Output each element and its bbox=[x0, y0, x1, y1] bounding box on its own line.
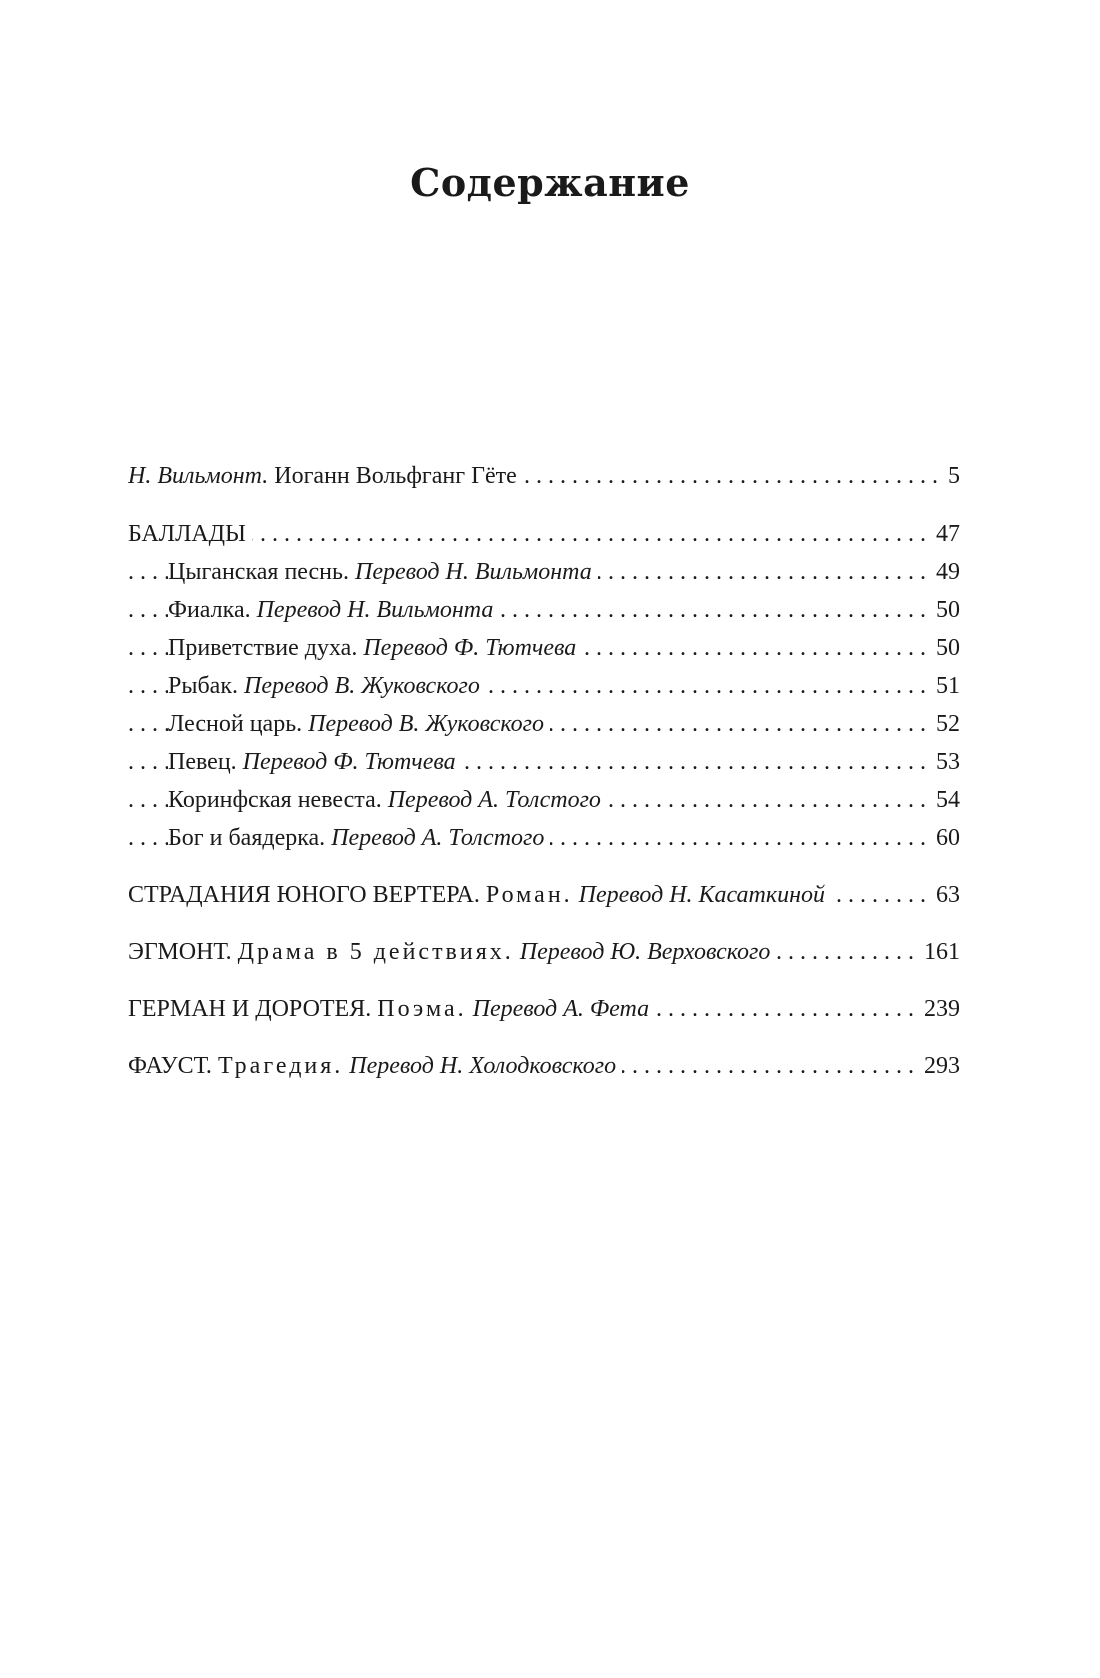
toc-entry-page: 60 bbox=[930, 819, 960, 857]
toc-entry-title bbox=[168, 787, 607, 813]
toc-entry-text: Фиалка. bbox=[168, 597, 257, 623]
toc-entry-title bbox=[168, 825, 550, 851]
toc-entry-ballad[interactable] bbox=[128, 667, 960, 705]
toc-entry-page: 51 bbox=[930, 667, 960, 705]
toc-entry-translator: Перевод А. Толстого bbox=[331, 825, 545, 851]
toc-entry-title bbox=[128, 882, 831, 908]
toc-entry-title bbox=[168, 673, 486, 699]
toc-entry-page: 239 bbox=[918, 990, 960, 1028]
toc-entry-translator: Перевод Н. Холодковского bbox=[343, 1053, 617, 1079]
toc-entry-title bbox=[168, 559, 598, 585]
toc-entry-text: ЭГМОНТ. bbox=[128, 939, 238, 965]
toc-entry-title bbox=[168, 635, 582, 661]
toc-entry-page: 293 bbox=[918, 1047, 960, 1085]
toc-entry-text: Коринфская невеста. bbox=[168, 787, 388, 813]
toc-entry-ballad[interactable] bbox=[128, 629, 960, 667]
toc-entry-page: 54 bbox=[930, 781, 960, 819]
toc-entry-ballads[interactable] bbox=[128, 515, 960, 553]
toc-entry-translator: Перевод В. Жуковского bbox=[244, 673, 480, 699]
toc-entry-ballad[interactable] bbox=[128, 781, 960, 819]
toc-entry-translator: Перевод Н. Касаткиной bbox=[572, 882, 825, 908]
toc-entry-title bbox=[128, 939, 776, 965]
toc-entry-text: Иоганн Вольфганг Гёте bbox=[268, 463, 517, 489]
toc-entry-page: 50 bbox=[930, 591, 960, 629]
toc-entry-title bbox=[128, 463, 523, 489]
toc-entry-intro[interactable] bbox=[128, 457, 960, 495]
toc-entry-translator: Перевод Ф. Тютчева bbox=[242, 749, 456, 775]
toc-entry-text: Бог и баядерка. bbox=[168, 825, 332, 851]
toc-entry-text: Лесной царь. bbox=[168, 711, 309, 737]
toc-entry-page: 161 bbox=[918, 933, 960, 971]
toc-entry-title bbox=[128, 1053, 622, 1079]
toc-entry-text: ФАУСТ. bbox=[128, 1053, 218, 1079]
table-of-contents bbox=[128, 457, 960, 1085]
toc-entry-translator: Перевод Н. Вильмонта bbox=[354, 559, 592, 585]
toc-entry-genre: Трагедия. bbox=[217, 1053, 344, 1079]
toc-entry-page: 49 bbox=[930, 553, 960, 591]
toc-entry-ballad[interactable] bbox=[128, 819, 960, 857]
toc-entry-text: Рыбак. bbox=[168, 673, 244, 699]
toc-entry-title bbox=[168, 597, 499, 623]
toc-entry-translator: Перевод А. Фета bbox=[466, 996, 650, 1022]
toc-entry-ballad[interactable] bbox=[128, 591, 960, 629]
toc-entry-translator: Перевод Ф. Тютчева bbox=[363, 635, 577, 661]
toc-entry-ballad[interactable] bbox=[128, 705, 960, 743]
toc-entry-translator: Перевод Н. Вильмонта bbox=[256, 597, 494, 623]
toc-entry-page: 52 bbox=[930, 705, 960, 743]
toc-entry-title: БАЛЛАДЫ bbox=[128, 521, 252, 547]
toc-entry-page: 63 bbox=[930, 876, 960, 914]
toc-entry-page: 5 bbox=[942, 457, 960, 495]
toc-entry-text: ГЕРМАН И ДОРОТЕЯ. bbox=[128, 996, 378, 1022]
toc-entry-title bbox=[168, 711, 550, 737]
toc-entry-translator: Перевод В. Жуковского bbox=[308, 711, 545, 737]
toc-entry-text: СТРАДАНИЯ ЮНОГО ВЕРТЕРА. bbox=[128, 882, 486, 908]
toc-entry-hermann[interactable] bbox=[128, 990, 960, 1028]
page-title: Содержание bbox=[410, 160, 690, 205]
toc-entry-title bbox=[168, 749, 462, 775]
toc-entry-genre: Поэма. bbox=[377, 996, 467, 1022]
toc-entry-page: 47 bbox=[930, 515, 960, 553]
toc-entry-translator: Перевод А. Толстого bbox=[387, 787, 601, 813]
toc-entry-text: Приветствие духа. bbox=[168, 635, 364, 661]
toc-entry-ballad[interactable] bbox=[128, 553, 960, 591]
toc-entry-ballad[interactable] bbox=[128, 743, 960, 781]
toc-entry-title bbox=[128, 996, 655, 1022]
toc-entry-faust[interactable] bbox=[128, 1047, 960, 1085]
toc-entry-genre: Роман. bbox=[485, 882, 573, 908]
toc-entry-page: 53 bbox=[930, 743, 960, 781]
toc-entry-egmont[interactable] bbox=[128, 933, 960, 971]
toc-entry-author: Н. Вильмонт. bbox=[128, 463, 269, 489]
toc-entry-text: Цыганская песнь. bbox=[168, 559, 355, 585]
toc-entry-werther[interactable] bbox=[128, 876, 960, 914]
toc-entry-genre: Драма в 5 действиях. bbox=[237, 939, 514, 965]
toc-entry-translator: Перевод Ю. Верховского bbox=[513, 939, 771, 965]
toc-entry-page: 50 bbox=[930, 629, 960, 667]
toc-entry-text: Певец. bbox=[168, 749, 243, 775]
